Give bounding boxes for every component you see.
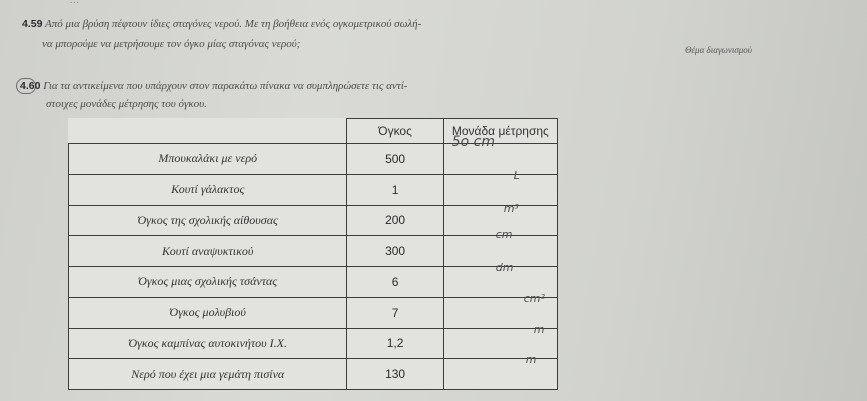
faded-top-line: ... <box>70 0 80 6</box>
handwritten-note: Θέμα διαγωνισμού <box>685 45 752 55</box>
table-row <box>69 236 558 267</box>
row-label: Νερό που έχει μια γεμάτη πισίνα <box>69 359 347 390</box>
handwritten-unit: L <box>513 168 520 182</box>
row-value: 500 <box>347 144 443 175</box>
row-value: 200 <box>347 205 443 236</box>
row-label: Κουτί γάλακτος <box>69 174 347 205</box>
exercise-4-59-text1: Από μια βρύση πέφτουν ίδιες σταγόνες νερού. Με τη βοήθεια ενός ογκομετρικού σωλή- <box>45 18 422 30</box>
handwritten-unit: cm² <box>523 291 545 305</box>
exercise-4-59-line1 <box>22 18 421 31</box>
exercise-4-59-number: 4.59 <box>22 18 43 30</box>
handwritten-unit: m <box>533 322 545 336</box>
row-label: Κουτί αναψυκτικού <box>69 236 347 267</box>
row-value: 300 <box>347 236 443 267</box>
row-label: Μπουκαλάκι με νερό <box>69 144 347 175</box>
handwritten-unit: m³ <box>503 201 519 215</box>
row-value: 130 <box>347 359 443 390</box>
handwritten-unit: cm <box>495 228 513 242</box>
volume-units-table <box>68 118 558 390</box>
table-header-blank <box>69 119 347 144</box>
unit-cell[interactable] <box>443 353 557 390</box>
handwritten-unit: m <box>525 353 537 367</box>
row-value: 1 <box>347 174 443 205</box>
exercise-4-59-line2: να μπορούμε να μετρήσουμε τον όγκο μίας σταγόνας νερού; <box>42 38 301 50</box>
table-row <box>69 297 558 328</box>
row-value: 6 <box>347 267 443 298</box>
row-label: Όγκος μολυβιού <box>69 297 347 328</box>
row-label: Όγκος της σχολικής αίθουσας <box>69 205 347 236</box>
handwritten-unit: dm <box>495 261 514 274</box>
unit-cell[interactable] <box>443 322 557 359</box>
row-label: Όγκος μιας σχολικής τσάντας <box>69 267 347 298</box>
exercise-4-60-text1: Για τα αντικείμενα που υπάρχουν στον παρακάτω πίνακα να συμπληρώσετε τις αντί- <box>43 80 408 92</box>
table-row <box>69 205 558 236</box>
table-row <box>69 174 558 205</box>
unit-cell[interactable] <box>443 134 557 175</box>
header-unit: Μονάδα μέτρησης <box>443 119 557 144</box>
table-row <box>69 359 558 390</box>
exercise-4-60-line2: στοιχες μονάδες μέτρησης του όγκου. <box>46 98 207 110</box>
table-row <box>69 328 558 359</box>
exercise-4-60-number: 4.60 <box>20 80 41 92</box>
handwritten-unit: 5o cm <box>451 134 495 150</box>
row-label: Όγκος καμπίνας αυτοκινήτου Ι.Χ. <box>69 328 347 359</box>
header-volume: Όγκος <box>347 119 443 144</box>
row-value: 1,2 <box>347 328 443 359</box>
unit-cell[interactable] <box>443 168 557 205</box>
table-row <box>69 144 558 175</box>
exercise-4-60-line1 <box>20 80 407 93</box>
row-value: 7 <box>347 297 443 328</box>
table-row <box>69 267 558 298</box>
